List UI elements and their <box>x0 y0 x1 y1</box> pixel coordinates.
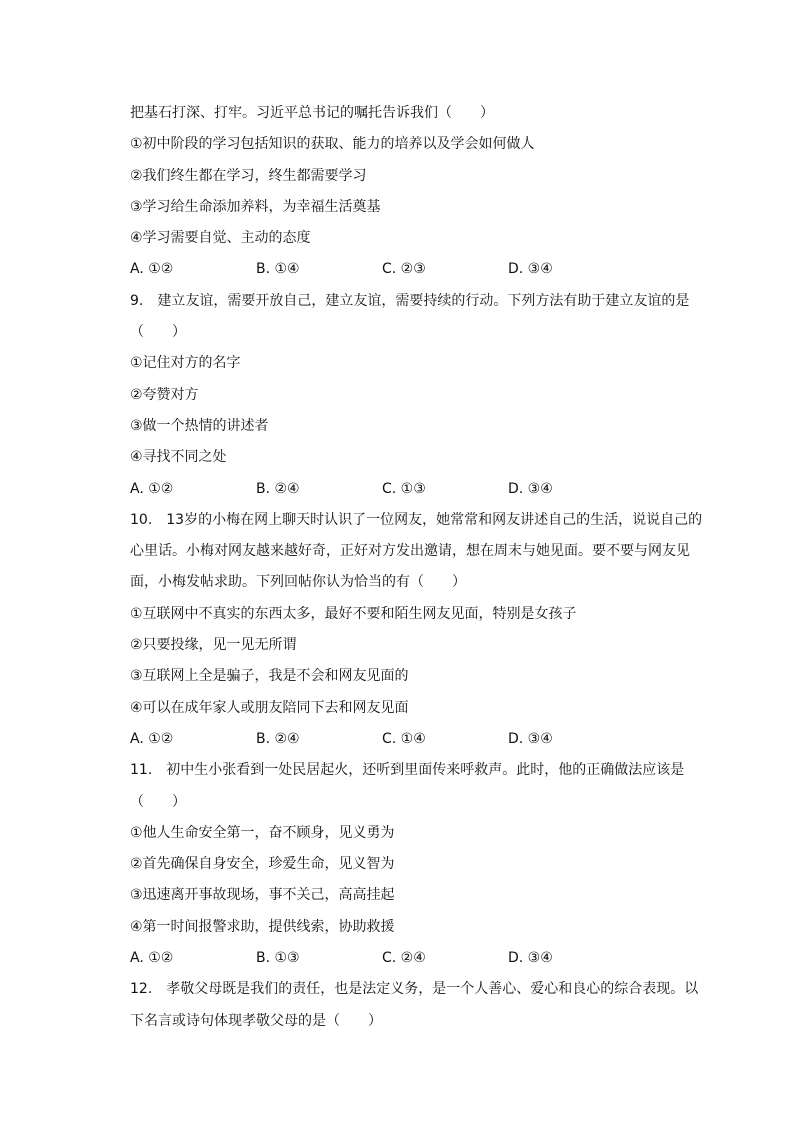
text-line: 12. 孝敬父母既是我们的责任，也是法定义务，是一个人善心、爱心和良心的综合表现。以 <box>130 981 699 998</box>
answer-options <box>130 943 700 974</box>
answer-option-d: D. ③④ <box>508 730 553 747</box>
text-line: ②我们终生都在学习，终生都需要学习 <box>130 167 367 184</box>
text-line: ①记住对方的名字 <box>130 355 241 372</box>
answer-option-d: D. ③④ <box>508 480 553 497</box>
answer-options <box>130 724 700 755</box>
answer-option-a: A. ①② <box>130 950 174 967</box>
text-line: ①互联网中不真实的东西太多，最好不要和陌生网友见面，特别是女孩子 <box>130 605 577 622</box>
answer-option-b: B. ①④ <box>256 261 300 278</box>
text-line: 面，小梅发帖求助。下列回帖你认为恰当的有（ ） <box>130 574 466 591</box>
text-line: ②只要投缘，见一见无所谓 <box>130 637 297 654</box>
text-line: 下名言或诗句体现孝敬父母的是（ ） <box>130 1012 382 1029</box>
text-line: ③做一个热情的讲述者 <box>130 417 269 434</box>
text-line: ③互联网上全是骗子，我是不会和网友见面的 <box>130 668 409 685</box>
answer-option-c: C. ②④ <box>382 950 426 967</box>
answer-option-a: A. ①② <box>130 480 174 497</box>
question-content <box>130 98 703 1037</box>
text-line: ④寻找不同之处 <box>130 449 227 466</box>
text-line: ③迅速离开事故现场，事不关己，高高挂起 <box>130 887 395 904</box>
answer-option-c: C. ②③ <box>382 261 426 278</box>
text-line: ②首先确保自身安全，珍爱生命，见义智为 <box>130 856 395 873</box>
text-line: （ ） <box>130 793 186 810</box>
text-line: 10. 13岁的小梅在网上聊天时认识了一位网友，她常常和网友讲述自己的生活，说说自己的 <box>130 511 703 528</box>
answer-option-c: C. ①③ <box>382 480 426 497</box>
answer-option-d: D. ③④ <box>508 261 553 278</box>
text-line: ①他人生命安全第一，奋不顾身，见义勇为 <box>130 824 395 841</box>
text-line: ①初中阶段的学习包括知识的获取、能力的培养以及学会如何做人 <box>130 136 535 153</box>
answer-option-a: A. ①② <box>130 730 174 747</box>
answer-option-b: B. ②④ <box>256 480 300 497</box>
text-line: ④第一时间报警求助，提供线索，协助救援 <box>130 918 395 935</box>
text-line: ④学习需要自觉、主动的态度 <box>130 230 311 247</box>
answer-option-b: B. ②④ <box>256 730 300 747</box>
answer-options <box>130 254 700 285</box>
answer-options <box>130 474 700 505</box>
text-line: ②夸赞对方 <box>130 386 199 403</box>
text-line: 9. 建立友谊，需要开放自己，建立友谊，需要持续的行动。下列方法有助于建立友谊的是 <box>130 292 690 309</box>
text-line: ④可以在成年家人或朋友陪同下去和网友见面 <box>130 699 409 716</box>
answer-option-c: C. ①④ <box>382 730 426 747</box>
text-line: 把基石打深、打牢。习近平总书记的嘱托告诉我们（ ） <box>130 105 494 121</box>
answer-option-a: A. ①② <box>130 261 174 278</box>
text-line: ③学习给生命添加养料，为幸福生活奠基 <box>130 198 381 215</box>
text-line: 心里话。小梅对网友越来越好奇，正好对方发出邀请，想在周末与她见面。要不要与网友见 <box>130 543 690 560</box>
answer-option-d: D. ③④ <box>508 950 553 967</box>
answer-option-b: B. ①③ <box>256 950 300 967</box>
text-line: 11. 初中生小张看到一处民居起火，还听到里面传来呼救声。此时，他的正确做法应该是 <box>130 762 685 779</box>
text-line: （ ） <box>130 324 186 341</box>
